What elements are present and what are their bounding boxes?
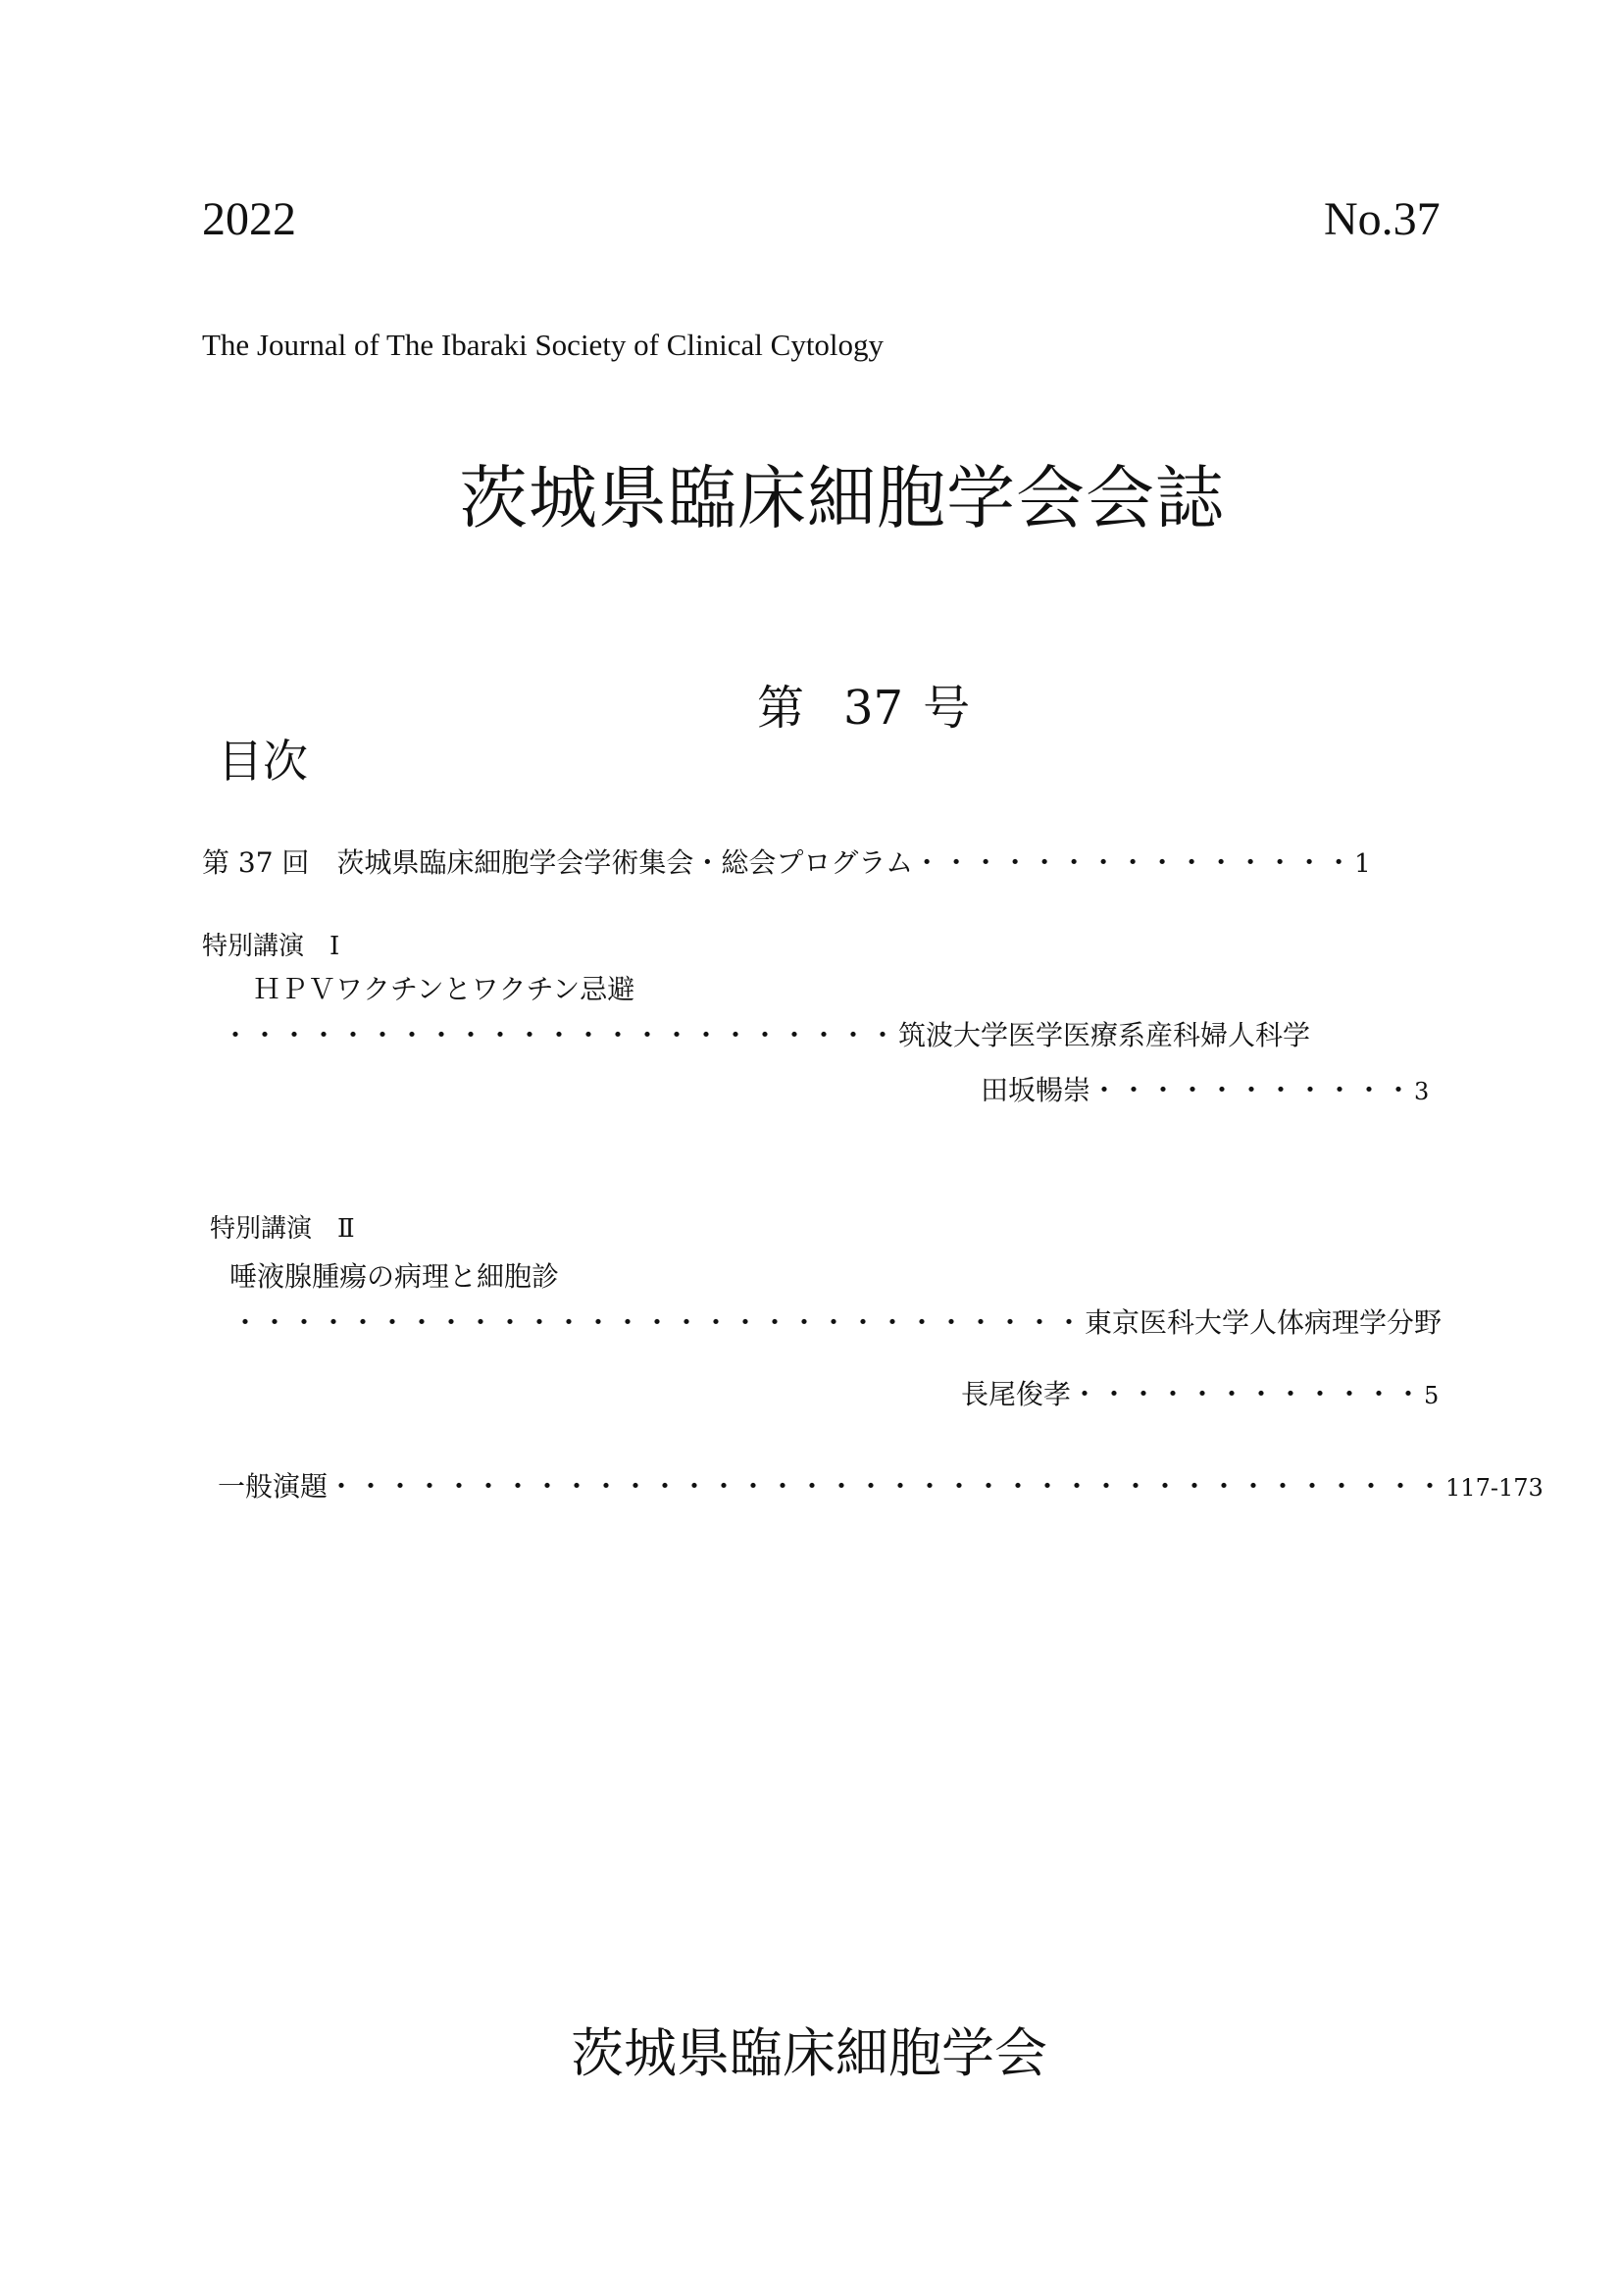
toc-entry-label: 一般演題 (218, 1470, 329, 1503)
volume-suffix: 号 (923, 681, 971, 736)
toc-leader-dots: ・・・・・・・・・・・・・・・・・・・・・・・・・・・・・ (231, 1306, 1086, 1339)
lecture1-affiliation-line (222, 1014, 1310, 1053)
lecture1-affiliation: 筑波大学医学医療系産科婦人科学 (898, 1019, 1311, 1051)
lecture2-affiliation: 東京医科大学人体病理学分野 (1085, 1306, 1443, 1339)
lecture1-speaker-line (981, 1069, 1429, 1108)
issue-number: No.37 (1324, 193, 1441, 245)
toc-page-number: 1 (1354, 849, 1371, 879)
volume-number: 37 (843, 681, 904, 736)
publisher-name: 茨城県臨床細胞学会 (571, 2022, 1047, 2084)
lecture2-affiliation-line (231, 1301, 1442, 1341)
year: 2022 (202, 193, 296, 245)
toc-leader-dots: ・・・・・・・・・・・・ (1071, 1378, 1425, 1410)
volume-prefix: 第 (757, 681, 805, 736)
toc-leader-dots: ・・・・・・・・・・・・・・・・・・・・・・・ (222, 1019, 899, 1051)
toc-page-number: 117-173 (1445, 1474, 1544, 1502)
english-journal-title: The Journal of The Ibaraki Society of Clinical Cytology (202, 328, 885, 362)
toc-page-number: 5 (1424, 1382, 1440, 1409)
toc-heading: 目次 (218, 735, 308, 788)
toc-page-number: 3 (1414, 1078, 1430, 1105)
toc-entry-program (202, 842, 1371, 881)
toc-leader-dots: ・・・・・・・・・・・ (1090, 1074, 1415, 1106)
toc-leader-dots: ・・・・・・・・・・・・・・・ (913, 846, 1355, 879)
lecture2-category: 特別講演 Ⅱ (210, 1214, 355, 1244)
toc-entry-label: 第 37 回 茨城県臨床細胞学会学術集会・総会プログラム (202, 846, 914, 879)
lecture2-speaker: 長尾俊孝 (961, 1378, 1072, 1410)
toc-leader-dots: ・・・・・・・・・・・・・・・・・・・・・・・・・・・・・・・・・・・・・・ (328, 1470, 1446, 1503)
lecture2-speaker-line (961, 1373, 1439, 1412)
volume-heading (757, 670, 970, 738)
lecture1-title: ＨＰＶワクチンとワクチン忌避 (253, 973, 635, 1005)
lecture1-category: 特別講演 Ⅰ (202, 932, 340, 961)
lecture2-title: 唾液腺腫瘍の病理と細胞診 (229, 1260, 560, 1293)
japanese-journal-title: 茨城県臨床細胞学会会誌 (459, 458, 1225, 538)
toc-entry-general (218, 1465, 1544, 1505)
lecture1-speaker: 田坂暢崇 (981, 1074, 1091, 1106)
